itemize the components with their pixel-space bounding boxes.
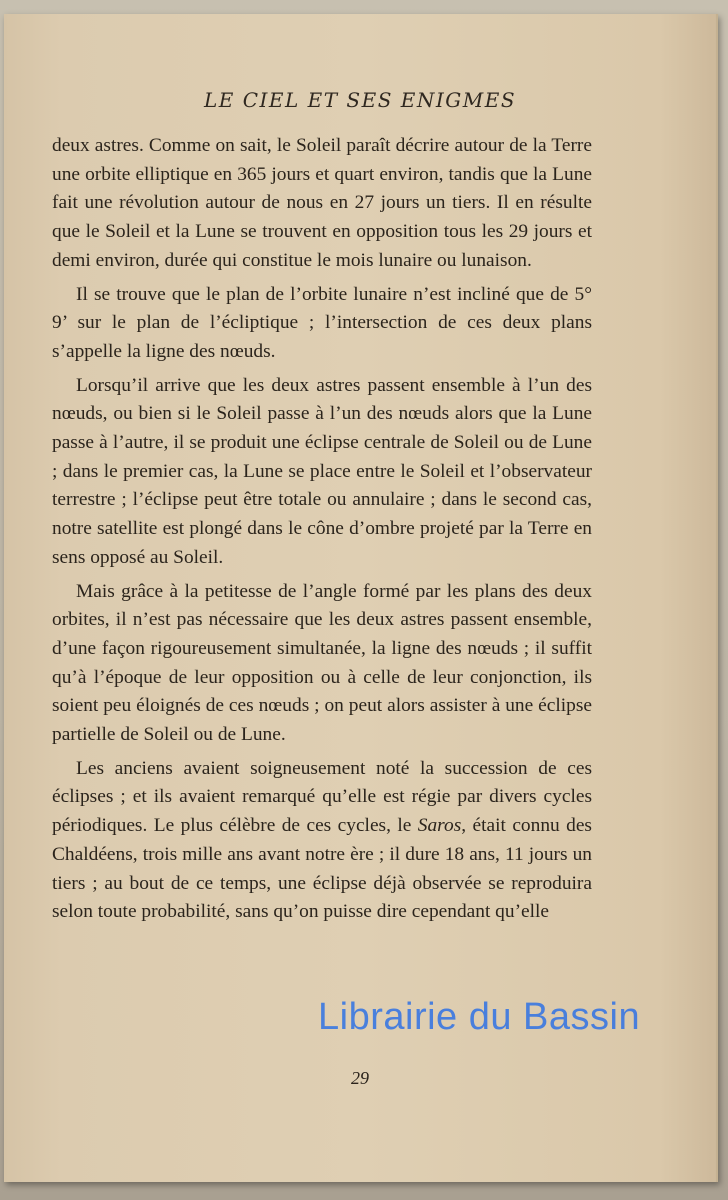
body-text <box>52 132 592 927</box>
paragraph-1: deux astres. Comme on sait, le Soleil paraît décrire autour de la Terre une orbite elliptique en 365 jours et quart environ, tandis que la Lune fait une révolution autour de nous en 27 jours un tiers. Il en résulte que le Soleil et la Lune se trouvent en opposition tous les 29 jours et demi environ, durée qui constitue le mois lunaire ou lunaison. <box>52 135 592 271</box>
paragraph-2: Il se trouve que le plan de l’orbite lunaire n’est incliné que de 5° 9’ sur le plan de l’écliptique ; l’intersection de ces deux plans s’appelle la ligne des nœuds. <box>52 283 592 362</box>
watermark-text: Librairie du Bassin <box>318 996 641 1038</box>
saros-term: Saros <box>417 815 462 837</box>
paragraph-5-start: Les anciens avaient soigneusement noté la succession de ces éclipses ; et ils avaient remarqué qu’elle est régie par divers cycles périodiques. Le plus célèbre de ces cycles, le <box>52 757 592 837</box>
paragraph-3: Lorsqu’il arrive que les deux astres passent ensemble à l’un des nœuds, ou bien si le Soleil passe à l’un des nœuds alors que la Lune passe à l’autre, il se produit une éclipse centrale de Soleil ou de Lune ; dans le premier cas, la Lune se place entre le Soleil et l’observateur terrestre ; l’éclipse peut être totale ou annulaire ; dans le second cas, notre satellite est plongé dans le cône d’ombre projeté par la Terre en sens opposé au Soleil. <box>52 374 592 568</box>
running-head: LE CIEL ET SES ENIGMES <box>203 88 517 112</box>
page-number: 29 <box>351 1068 369 1088</box>
paragraph-4: Mais grâce à la petitesse de l’angle formé par les plans des deux orbites, il n’est pas nécessaire que les deux astres passent ensemble, d’une façon rigoureusement simultanée, la ligne des nœuds ; il suffit qu’à l’époque de leur opposition ou à celle de leur conjonction, ils soient peu éloignés de ces nœuds ; on peut alors assister à une éclipse partielle de Soleil ou de Lune. <box>52 580 592 746</box>
paragraph-5 <box>52 755 592 927</box>
paragraph-5-end: , était connu des Chaldéens, trois mille ans avant notre ère ; il dure 18 ans, 11 jours un tiers ; au bout de ce temps, une éclipse déjà observée se reproduira selon toute probabilité, sans qu’on puisse dire cependant qu’elle <box>52 815 592 923</box>
